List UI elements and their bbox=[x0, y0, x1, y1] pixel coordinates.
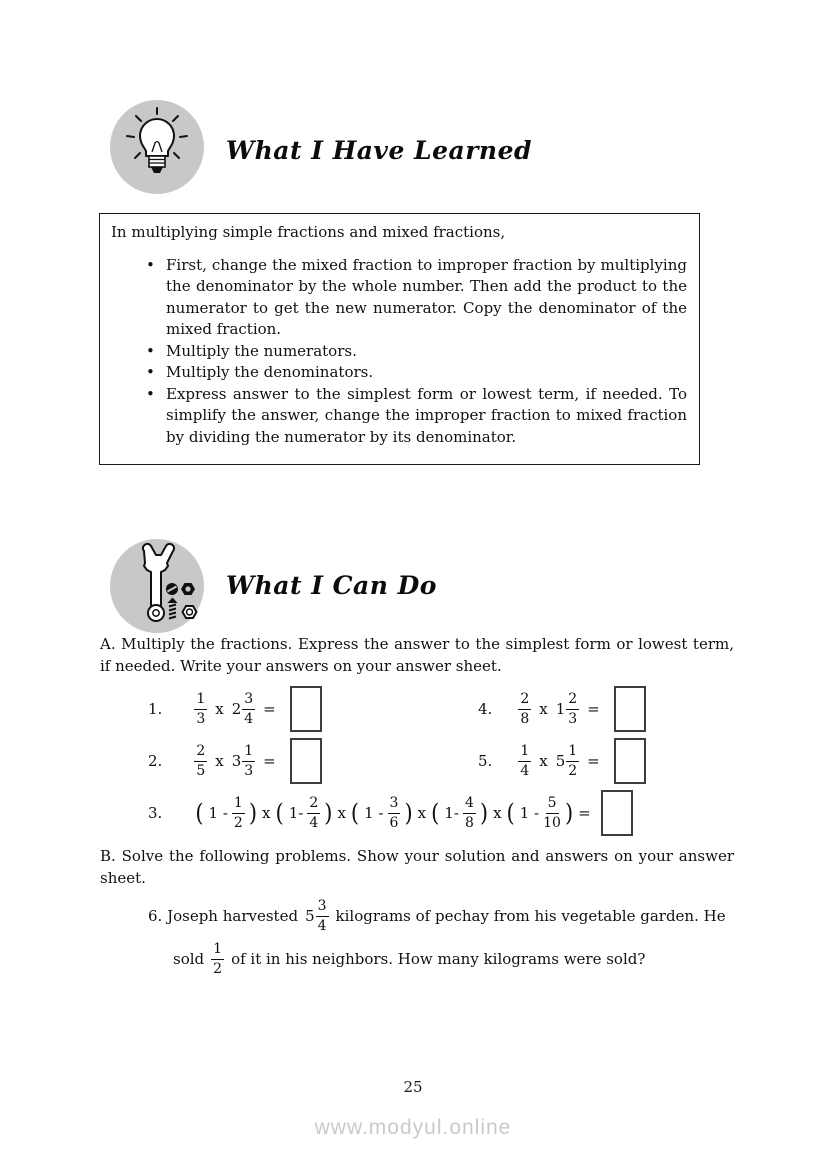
parenthesis: ) bbox=[564, 799, 574, 827]
fraction bbox=[194, 744, 207, 778]
section-b-instructions: B. Solve the following problems. Show your solution and answers on your answer sheet. bbox=[100, 847, 734, 887]
numerator: 4 bbox=[463, 796, 476, 814]
fraction bbox=[316, 899, 329, 933]
numerator: 3 bbox=[388, 796, 401, 814]
fraction bbox=[388, 796, 401, 830]
expression bbox=[194, 790, 632, 836]
parenthesis: ( bbox=[431, 799, 440, 827]
multiply-sign: x bbox=[539, 752, 548, 770]
parenthesis: ( bbox=[506, 799, 515, 827]
expression-text: 1 - bbox=[364, 804, 384, 822]
exercise-number: 4. bbox=[478, 700, 493, 718]
mixed-number bbox=[232, 744, 255, 778]
denominator: 8 bbox=[520, 711, 530, 727]
fraction bbox=[543, 796, 561, 830]
exercise-number: 1. bbox=[148, 700, 163, 718]
equals-sign: = bbox=[587, 700, 600, 718]
expression-text: 1- bbox=[444, 804, 459, 822]
expression bbox=[194, 686, 321, 732]
denominator: 8 bbox=[464, 815, 474, 831]
numerator: 1 bbox=[518, 744, 531, 762]
expression-text: kilograms of pechay from his vegetable garden. He bbox=[335, 907, 726, 925]
fraction bbox=[194, 692, 207, 726]
section-title-what-i-have-learned: What I Have Learned bbox=[226, 136, 532, 165]
numerator: 2 bbox=[307, 796, 320, 814]
numerator: 1 bbox=[242, 744, 255, 762]
mixed-number bbox=[305, 899, 328, 933]
page-number: 25 bbox=[403, 1078, 423, 1096]
expression-text: 1 - bbox=[208, 804, 228, 822]
whole-number: 2 bbox=[231, 700, 242, 718]
expression-text: of it in his neighbors. How many kilograms were sold? bbox=[231, 950, 646, 968]
denominator: 3 bbox=[244, 763, 254, 779]
exercise-list bbox=[100, 683, 760, 839]
numerator: 3 bbox=[242, 692, 255, 710]
denominator: 4 bbox=[317, 918, 327, 934]
summary-bullet: • Multiply the denominators. bbox=[146, 362, 687, 384]
parenthesis: ( bbox=[350, 799, 360, 827]
denominator: 4 bbox=[309, 815, 319, 831]
section-title-what-i-can-do: What I Can Do bbox=[226, 571, 437, 600]
numerator: 2 bbox=[518, 692, 531, 710]
denominator: 6 bbox=[389, 815, 399, 831]
multiply-sign: x bbox=[262, 804, 271, 822]
whole-number: 1 bbox=[555, 700, 566, 718]
denominator: 4 bbox=[520, 763, 530, 779]
mixed-number bbox=[556, 744, 579, 778]
numerator: 1 bbox=[566, 744, 579, 762]
equals-sign: = bbox=[263, 752, 276, 770]
whole-number: 3 bbox=[231, 752, 242, 770]
multiply-sign: x bbox=[215, 752, 224, 770]
fraction bbox=[307, 796, 320, 830]
numerator: 5 bbox=[546, 796, 559, 814]
fraction bbox=[242, 692, 255, 726]
exercise-row bbox=[100, 683, 760, 735]
parenthesis: ) bbox=[479, 799, 489, 827]
denominator: 2 bbox=[233, 815, 243, 831]
exercise-number: 3. bbox=[148, 804, 163, 822]
expression-text: 6. Joseph harvested bbox=[148, 907, 299, 925]
exercise-item-2 bbox=[148, 735, 322, 787]
fraction bbox=[566, 692, 579, 726]
exercise-row bbox=[100, 735, 760, 787]
watermark: www.modyul.online bbox=[314, 1116, 512, 1139]
multiply-sign: x bbox=[417, 804, 427, 822]
numerator: 1 bbox=[211, 942, 224, 960]
fraction bbox=[211, 942, 224, 976]
exercise-item-1 bbox=[148, 683, 322, 735]
problem-6-line-1 bbox=[147, 895, 747, 937]
whole-number: 5 bbox=[305, 907, 315, 925]
numerator: 1 bbox=[194, 692, 207, 710]
summary-bullet: • Express answer to the simplest form or lowest term, if needed. To simplify the answer, change the improper fraction to mixed fraction by dividing the numerator by its denominator. bbox=[146, 384, 687, 449]
denominator: 2 bbox=[213, 961, 223, 977]
answer-box bbox=[290, 738, 322, 784]
numerator: 2 bbox=[566, 692, 579, 710]
fraction bbox=[463, 796, 476, 830]
expression-text: 1 - bbox=[519, 804, 540, 822]
parenthesis: ) bbox=[324, 799, 333, 827]
equals-sign: = bbox=[578, 804, 591, 822]
exercise-item-4 bbox=[478, 683, 646, 735]
exercise-item-5 bbox=[478, 735, 646, 787]
denominator: 5 bbox=[196, 763, 206, 779]
problem-6 bbox=[147, 895, 747, 980]
section-a-instructions: A. Multiply the fractions. Express the answer to the simplest form or lowest term, if needed. Write your answers on your answer sheet. bbox=[100, 635, 734, 675]
fraction bbox=[232, 796, 245, 830]
exercise-number: 2. bbox=[148, 752, 163, 770]
summary-bullet-list bbox=[146, 255, 687, 449]
summary-bullet: • First, change the mixed fraction to improper fraction by multiplying the denominator by the whole number. Then add the product to the numerator to get the new numerator. Copy the denominator of the mixed fraction. bbox=[146, 255, 687, 341]
summary-intro: In multiplying simple fractions and mixed fractions, bbox=[111, 223, 506, 241]
learned-summary-box bbox=[99, 213, 700, 465]
answer-box bbox=[290, 686, 322, 732]
denominator: 4 bbox=[244, 711, 254, 727]
exercise-item-3 bbox=[148, 787, 633, 839]
equals-sign: = bbox=[587, 752, 600, 770]
denominator: 2 bbox=[568, 763, 578, 779]
mixed-number bbox=[232, 692, 255, 726]
parenthesis: ) bbox=[248, 799, 258, 827]
parenthesis: ( bbox=[275, 799, 284, 827]
answer-box bbox=[601, 790, 633, 836]
expression bbox=[518, 738, 645, 784]
denominator: 10 bbox=[543, 815, 561, 831]
exercise-number: 5. bbox=[478, 752, 493, 770]
multiply-sign: x bbox=[215, 700, 224, 718]
expression bbox=[194, 738, 321, 784]
denominator: 3 bbox=[568, 711, 578, 727]
expression-text: 1- bbox=[288, 804, 304, 822]
summary-bullet: • Multiply the numerators. bbox=[146, 341, 687, 363]
mixed-number bbox=[556, 692, 579, 726]
answer-box bbox=[614, 686, 646, 732]
wrench-tools-icon bbox=[110, 539, 204, 633]
numerator: 1 bbox=[232, 796, 245, 814]
fraction bbox=[518, 744, 531, 778]
whole-number: 5 bbox=[555, 752, 566, 770]
fraction bbox=[242, 744, 255, 778]
fraction bbox=[518, 692, 531, 726]
exercise-row bbox=[100, 787, 760, 839]
problem-6-line-2 bbox=[172, 938, 747, 980]
denominator: 3 bbox=[196, 711, 206, 727]
answer-box bbox=[614, 738, 646, 784]
expression bbox=[518, 686, 645, 732]
multiply-sign: x bbox=[493, 804, 502, 822]
multiply-sign: x bbox=[539, 700, 548, 718]
multiply-sign: x bbox=[337, 804, 346, 822]
parenthesis: ( bbox=[195, 799, 204, 827]
numerator: 2 bbox=[194, 744, 207, 762]
expression-text: sold bbox=[173, 950, 205, 968]
parenthesis: ) bbox=[404, 799, 413, 827]
fraction bbox=[566, 744, 579, 778]
numerator: 3 bbox=[316, 899, 329, 917]
lightbulb-icon bbox=[110, 100, 204, 194]
equals-sign: = bbox=[263, 700, 276, 718]
